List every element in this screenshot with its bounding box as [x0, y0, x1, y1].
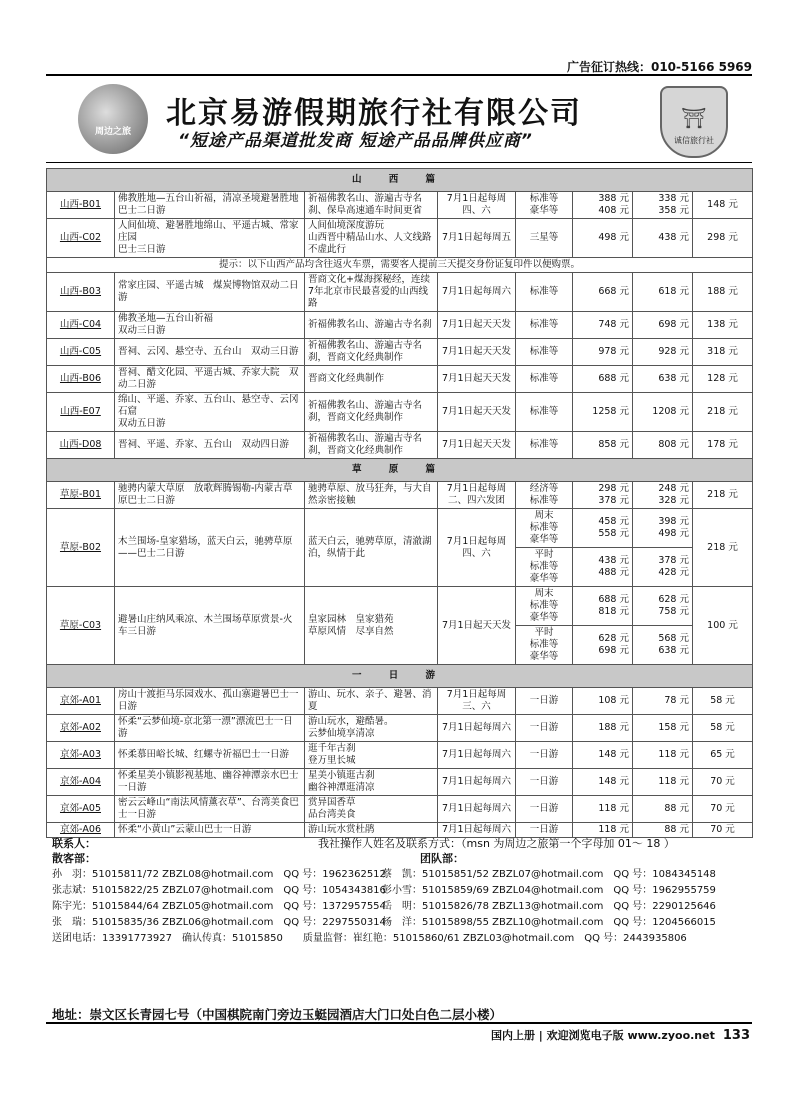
table-row — [47, 339, 753, 366]
adult-price: 118 元 — [573, 796, 633, 823]
tour-feature: 驰骋草原、放马狂奔，与大自然亲密接触 — [305, 482, 438, 509]
departure-date: 7月1日起每周六 — [438, 769, 516, 796]
top-rule — [46, 74, 752, 76]
child-price: 928 元 — [633, 339, 693, 366]
table-row — [47, 432, 753, 459]
departure-date: 7月1日起天天发 — [438, 587, 516, 665]
departure-date: 7月1日起每周五 — [438, 219, 516, 258]
tour-route: 密云云峰山“南法风情薰衣草”、台湾美食巴士一日游 — [115, 796, 305, 823]
tour-route: 怀柔“云梦仙境-京北第一漂”漂流巴士一日游 — [115, 715, 305, 742]
tour-code: 草原-B02 — [47, 509, 115, 587]
retail-contact: 孙 羽：51015811/72 ZBZL08@hotmail.com QQ 号：1962362512 — [52, 869, 386, 880]
departure-date: 7月1日起每周四、六 — [438, 192, 516, 219]
child-price-weekday: 568 元 638 元 — [633, 626, 693, 665]
tour-code: 草原-B01 — [47, 482, 115, 509]
table-row — [47, 715, 753, 742]
company-slogan: “短途产品渠道批发商 短途产品品牌供应商” — [178, 131, 533, 151]
tour-code: 山西-E07 — [47, 393, 115, 432]
single-supplement: 58 元 — [693, 688, 753, 715]
hotel-grade-weekend: 周末 标准等 豪华等 — [516, 587, 573, 626]
table-row — [47, 688, 753, 715]
single-supplement: 218 元 — [693, 482, 753, 509]
tour-feature: 祈福佛教名山、游遍古寺名刹 — [305, 312, 438, 339]
page-number: 133 — [722, 1028, 750, 1043]
section-title: 山 西 篇 — [47, 169, 753, 192]
table-row — [47, 219, 753, 258]
table-row — [47, 769, 753, 796]
contact-heading: 联系人： — [52, 837, 96, 850]
tour-route: 佛教圣地—五台山祈福 双动三日游 — [115, 312, 305, 339]
table-row — [47, 509, 753, 548]
single-supplement: 58 元 — [693, 715, 753, 742]
single-supplement: 148 元 — [693, 192, 753, 219]
hotel-grade: 标准等 — [516, 312, 573, 339]
hotel-grade: 标准等 — [516, 432, 573, 459]
tour-route: 佛教胜地—五台山祈福，清凉圣境避暑胜地 巴士二日游 — [115, 192, 305, 219]
page-footer — [491, 1027, 750, 1043]
hotel-grade: 一日游 — [516, 823, 573, 838]
retail-contact: 张 瑞：51015835/36 ZBZL06@hotmail.com QQ 号：2297550314 — [52, 917, 386, 928]
tour-code: 草原-C03 — [47, 587, 115, 665]
hotel-grade: 一日游 — [516, 769, 573, 796]
tour-feature: 逛千年古刹 登万里长城 — [305, 742, 438, 769]
hotel-grade: 标准等 — [516, 393, 573, 432]
adult-price: 388 元 408 元 — [573, 192, 633, 219]
company-address: 地址：崇文区长青园七号（中国棋院南门旁边玉蜓园酒店大门口处白色二层小楼） — [52, 1007, 503, 1022]
tour-feature: 星美小镇逛古刹 幽谷神潭逛清凉 — [305, 769, 438, 796]
seal-text: 诚信旅行社 — [674, 136, 714, 145]
single-supplement: 318 元 — [693, 339, 753, 366]
group-contact: 蔡 凯：51015851/52 ZBZL07@hotmail.com QQ 号：1084345148 — [382, 869, 716, 880]
service-contacts: 送团电话：13391773927 确认传真：51015850 质量监督：崔红艳：51015860/61 ZBZL03@hotmail.com QQ 号：2443935806 — [52, 933, 687, 944]
child-price: 118 元 — [633, 742, 693, 769]
tour-feature: 蓝天白云，驰骋草原，清澈湖泊，纵情于此 — [305, 509, 438, 587]
tour-code: 京郊-A03 — [47, 742, 115, 769]
tour-route: 怀柔慕田峪长城、红螺寺祈福巴士一日游 — [115, 742, 305, 769]
hotel-grade-weekday: 平时 标准等 豪华等 — [516, 626, 573, 665]
table-row — [47, 587, 753, 626]
tour-route: 常家庄园、平遥古城 煤炭博物馆双动二日游 — [115, 273, 305, 312]
adult-price-weekday: 438 元 488 元 — [573, 548, 633, 587]
table-row — [47, 192, 753, 219]
tour-code: 山西-C04 — [47, 312, 115, 339]
tour-code: 京郊-A02 — [47, 715, 115, 742]
adult-price-weekend: 688 元 818 元 — [573, 587, 633, 626]
tour-feature: 祈福佛教名山、游遍古寺名刹、保阜高速通车时间更省 — [305, 192, 438, 219]
table-row — [47, 482, 753, 509]
tour-route: 晋祠、云冈、悬空寺、五台山 双动三日游 — [115, 339, 305, 366]
single-supplement: 70 元 — [693, 769, 753, 796]
retail-dept-heading: 散客部： — [52, 852, 96, 865]
tour-feature: 游山玩水赏杜鹃 — [305, 823, 438, 838]
single-supplement: 218 元 — [693, 393, 753, 432]
table-row — [47, 796, 753, 823]
tour-route: 房山十渡拒马乐园戏水、孤山寨避暑巴士一日游 — [115, 688, 305, 715]
retail-contact: 陈宇光：51015844/64 ZBZL05@hotmail.com QQ 号：1372957554 — [52, 901, 386, 912]
hotel-grade-weekday: 平时 标准等 豪华等 — [516, 548, 573, 587]
tour-feature: 人间仙境深度游玩 山西晋中精品山水、人文线路不虚此行 — [305, 219, 438, 258]
table-row — [47, 312, 753, 339]
table-row — [47, 273, 753, 312]
ad-hotline: 广告征订热线：010-5166 5969 — [566, 60, 752, 74]
single-supplement: 138 元 — [693, 312, 753, 339]
tour-feature: 赏异国香草 品台湾美食 — [305, 796, 438, 823]
tour-feature: 祈福佛教名山、游遍古寺名刹，晋商文化经典制作 — [305, 339, 438, 366]
departure-date: 7月1日起天天发 — [438, 393, 516, 432]
tour-route: 绵山、平遥、乔家、五台山、悬空寺、云冈石窟 双动五日游 — [115, 393, 305, 432]
child-price: 158 元 — [633, 715, 693, 742]
table-row — [47, 393, 753, 432]
section-header-row — [47, 169, 753, 192]
tour-route: 驰骋内蒙大草原 放歌辉腾锡勒-内蒙古草原巴士二日游 — [115, 482, 305, 509]
page-header — [46, 80, 752, 160]
group-contact: 岳 明：51015826/78 ZBZL13@hotmail.com QQ 号：2290125646 — [382, 901, 716, 912]
company-logo-icon — [78, 84, 148, 154]
tour-feature: 祈福佛教名山、游遍古寺名刹，晋商文化经典制作 — [305, 432, 438, 459]
logo-text: 周边之旅 — [94, 127, 131, 137]
single-supplement: 128 元 — [693, 366, 753, 393]
departure-date: 7月1日起每周六 — [438, 796, 516, 823]
departure-date: 7月1日起每周三、六 — [438, 688, 516, 715]
departure-date: 7月1日起天天发 — [438, 339, 516, 366]
child-price: 118 元 — [633, 769, 693, 796]
hotel-grade: 一日游 — [516, 796, 573, 823]
hotel-grade: 经济等 标准等 — [516, 482, 573, 509]
hotel-grade: 标准等 豪华等 — [516, 192, 573, 219]
child-price: 638 元 — [633, 366, 693, 393]
adult-price-weekend: 458 元 558 元 — [573, 509, 633, 548]
adult-price: 148 元 — [573, 742, 633, 769]
single-supplement: 218 元 — [693, 509, 753, 587]
section-header-row — [47, 665, 753, 688]
hotel-grade: 一日游 — [516, 688, 573, 715]
tour-code: 京郊-A04 — [47, 769, 115, 796]
tour-code: 京郊-A05 — [47, 796, 115, 823]
child-price: 1208 元 — [633, 393, 693, 432]
departure-date: 7月1日起天天发 — [438, 366, 516, 393]
tour-code: 山西-C05 — [47, 339, 115, 366]
tour-code: 山西-C02 — [47, 219, 115, 258]
adult-price: 298 元 378 元 — [573, 482, 633, 509]
child-price: 88 元 — [633, 823, 693, 838]
table-row — [47, 366, 753, 393]
departure-date: 7月1日起每周六 — [438, 273, 516, 312]
single-supplement: 298 元 — [693, 219, 753, 258]
tour-code: 山西-B03 — [47, 273, 115, 312]
retail-contact: 张志斌：51015822/25 ZBZL07@hotmail.com QQ 号：1054343816 — [52, 885, 386, 896]
tour-code: 京郊-A06 — [47, 823, 115, 838]
hotel-grade: 一日游 — [516, 742, 573, 769]
hotel-grade: 标准等 — [516, 339, 573, 366]
group-dept-heading: 团队部： — [420, 852, 464, 865]
group-contact: 杨 洋：51015898/55 ZBZL10@hotmail.com QQ 号：1204566015 — [382, 917, 716, 928]
section-header-row — [47, 459, 753, 482]
hotel-grade: 一日游 — [516, 715, 573, 742]
tour-price-table — [46, 168, 753, 838]
child-price-weekend: 628 元 758 元 — [633, 587, 693, 626]
adult-price: 108 元 — [573, 688, 633, 715]
child-price: 698 元 — [633, 312, 693, 339]
adult-price: 668 元 — [573, 273, 633, 312]
single-supplement: 70 元 — [693, 796, 753, 823]
tour-route: 人间仙境、避暑胜地绵山、平遥古城、常家庄园 巴士三日游 — [115, 219, 305, 258]
adult-price: 148 元 — [573, 769, 633, 796]
child-price: 438 元 — [633, 219, 693, 258]
child-price: 338 元 358 元 — [633, 192, 693, 219]
hotel-grade-weekend: 周末 标准等 豪华等 — [516, 509, 573, 548]
hotel-grade: 标准等 — [516, 273, 573, 312]
adult-price: 978 元 — [573, 339, 633, 366]
tour-route: 怀柔“小黄山”云蒙山巴士一日游 — [115, 823, 305, 838]
child-price-weekend: 398 元 498 元 — [633, 509, 693, 548]
departure-date: 7月1日起每周四、六 — [438, 509, 516, 587]
child-price-weekday: 378 元 428 元 — [633, 548, 693, 587]
departure-date: 7月1日起天天发 — [438, 432, 516, 459]
tour-feature: 皇家园林 皇家猎苑 草原风情 尽享自然 — [305, 587, 438, 665]
hotel-grade: 三星等 — [516, 219, 573, 258]
adult-price: 858 元 — [573, 432, 633, 459]
tour-route: 怀柔星美小镇影视基地、幽谷神潭亲水巴士一日游 — [115, 769, 305, 796]
tour-route: 避暑山庄纳风乘凉、木兰围场草原赏景-火车三日游 — [115, 587, 305, 665]
tour-code: 京郊-A01 — [47, 688, 115, 715]
departure-date: 7月1日起天天发 — [438, 312, 516, 339]
footer-text: 国内上册 | 欢迎浏览电子版 www.zyoo.net — [490, 1029, 715, 1042]
company-name: 北京易游假期旅行社有限公司 — [166, 96, 582, 131]
departure-date: 7月1日起每周二、四六发团 — [438, 482, 516, 509]
departure-date: 7月1日起每周六 — [438, 823, 516, 838]
child-price: 618 元 — [633, 273, 693, 312]
contact-intro: 我社操作人姓名及联系方式：（msn 为周边之旅第一个字母加 01～ 18 ） — [318, 837, 675, 850]
tour-code: 山西-B06 — [47, 366, 115, 393]
single-supplement: 70 元 — [693, 823, 753, 838]
adult-price: 118 元 — [573, 823, 633, 838]
shanxi-notice: 提示：以下山西产品均含往返火车票，需要客人提前三天提交身份证复印件以便购票。 — [47, 258, 753, 273]
child-price: 88 元 — [633, 796, 693, 823]
adult-price: 688 元 — [573, 366, 633, 393]
single-supplement: 65 元 — [693, 742, 753, 769]
single-supplement: 188 元 — [693, 273, 753, 312]
group-contact: 彭小雪：51015859/69 ZBZL04@hotmail.com QQ 号：1962955759 — [382, 885, 716, 896]
tour-code: 山西-B01 — [47, 192, 115, 219]
integrity-seal-icon — [660, 86, 728, 158]
hotel-grade: 标准等 — [516, 366, 573, 393]
adult-price: 498 元 — [573, 219, 633, 258]
adult-price: 188 元 — [573, 715, 633, 742]
tour-route: 晋祠、醋文化园、平遥古城、乔家大院 双动二日游 — [115, 366, 305, 393]
child-price: 78 元 — [633, 688, 693, 715]
tour-feature: 祈福佛教名山、游遍古寺名刹，晋商文化经典制作 — [305, 393, 438, 432]
child-price: 808 元 — [633, 432, 693, 459]
adult-price: 748 元 — [573, 312, 633, 339]
section-title: 一 日 游 — [47, 665, 753, 688]
tour-feature: 晋商文化经典制作 — [305, 366, 438, 393]
tour-route: 晋祠、平遥、乔家、五台山 双动四日游 — [115, 432, 305, 459]
departure-date: 7月1日起每周六 — [438, 742, 516, 769]
footer-rule — [46, 1022, 752, 1024]
adult-price-weekday: 628 元 698 元 — [573, 626, 633, 665]
tour-code: 山西-D08 — [47, 432, 115, 459]
tour-feature: 游山玩水，避酷暑。 云梦仙境享清凉 — [305, 715, 438, 742]
pagoda-icon: ⛩ — [681, 106, 707, 130]
header-rule — [46, 162, 752, 163]
adult-price: 1258 元 — [573, 393, 633, 432]
tour-feature: 晋商文化+煤海探秘经，连续7年北京市民最喜爱的山西线路 — [305, 273, 438, 312]
section-title: 草 原 篇 — [47, 459, 753, 482]
single-supplement: 178 元 — [693, 432, 753, 459]
child-price: 248 元 328 元 — [633, 482, 693, 509]
notice-row — [47, 258, 753, 273]
departure-date: 7月1日起每周六 — [438, 715, 516, 742]
tour-feature: 游山、玩水、亲子、避暑、消夏 — [305, 688, 438, 715]
single-supplement: 100 元 — [693, 587, 753, 665]
tour-route: 木兰围场-皇家猎场，蓝天白云，驰骋草原——巴士二日游 — [115, 509, 305, 587]
table-row — [47, 742, 753, 769]
